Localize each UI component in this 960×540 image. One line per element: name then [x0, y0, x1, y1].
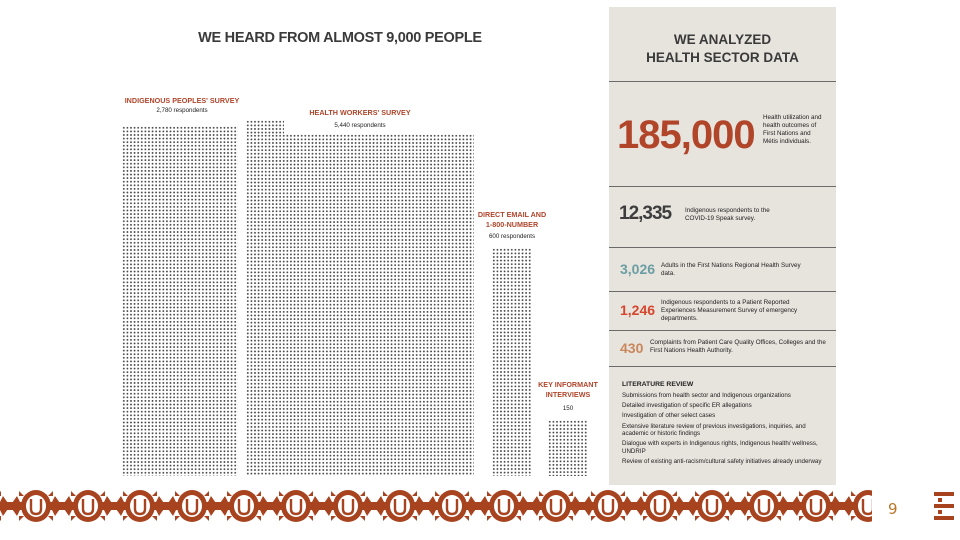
stat-desc-430: Complaints from Patient Care Quality Offices, Colleges and the First Nations Health Authority.	[650, 339, 826, 354]
literature-item: Submissions from health sector and Indigenous organizations	[622, 392, 791, 399]
ips-label	[116, 96, 248, 115]
kii-title-line2: INTERVIEWS	[545, 390, 591, 399]
divider	[609, 186, 836, 187]
divider	[609, 366, 836, 367]
hws-dot-grid-top	[246, 120, 284, 134]
email-title-line1: DIRECT EMAIL AND	[477, 210, 547, 219]
ips-title: INDIGENOUS PEOPLES' SURVEY	[124, 96, 240, 105]
health-data-panel	[609, 7, 836, 485]
ips-dot-grid	[122, 126, 238, 476]
decorative-border	[0, 488, 872, 524]
panel-title-line1: WE ANALYZED	[673, 32, 772, 47]
email-title-line2: 1-800-NUMBER	[485, 220, 539, 229]
literature-item: Dialogue with experts in Indigenous rights, Indigenous health/ wellness, UNDRIP	[622, 440, 818, 455]
stat-desc-185000: Health utilization and health outcomes of First Nations and Métis individuals.	[763, 114, 822, 145]
literature-item: Extensive literature review of previous investigations, inquiries, and academic or historic findings	[622, 422, 806, 438]
kii-label	[532, 380, 604, 413]
panel-title-line2: HEALTH SECTOR DATA	[646, 50, 799, 65]
stat-value-1246: 1,246	[620, 302, 656, 318]
hws-title: HEALTH WORKERS' SURVEY	[309, 108, 411, 117]
literature-item: Review of existing anti-racism/cultural safety initiatives already underway	[622, 458, 822, 466]
stat-desc-3026: Adults in the First Nations Regional Health Survey data.	[661, 262, 801, 277]
stat-desc-1246: Indigenous respondents to a Patient Reported Experiences Measurement Survey of emergency departments.	[661, 299, 798, 322]
email-dot-grid	[492, 248, 532, 476]
ips-count: 2,780 respondents	[156, 107, 208, 114]
border-end-ornament	[930, 488, 958, 524]
email-count: 600 respondents	[488, 233, 536, 240]
kii-dot-grid	[548, 420, 588, 476]
stat-value-185000: 185,000	[617, 113, 755, 157]
heard-title: WE HEARD FROM ALMOST 9,000 PEOPLE	[198, 30, 482, 46]
divider	[609, 247, 836, 248]
kii-title-line1: KEY INFORMANT	[538, 380, 598, 389]
literature-item: Detailed investigation of specific ER allegations	[622, 402, 752, 410]
kii-count: 150	[562, 405, 574, 412]
divider	[609, 291, 836, 292]
stat-value-3026: 3,026	[620, 261, 656, 277]
divider	[609, 330, 836, 331]
hws-label	[290, 108, 430, 130]
stat-value-12335: 12,335	[619, 203, 672, 224]
panel-title	[609, 31, 836, 67]
stat-desc-12335: Indigenous respondents to the COVID-19 Speak survey.	[685, 207, 770, 222]
literature-review-list	[622, 392, 822, 468]
email-label	[474, 210, 550, 241]
stat-value-430: 430	[620, 340, 644, 356]
divider	[609, 81, 836, 82]
literature-item: Investigation of other select cases	[622, 412, 716, 420]
page-number: 9	[888, 500, 898, 518]
literature-review-title: LITERATURE REVIEW	[622, 381, 694, 388]
hws-count: 5,440 respondents	[334, 122, 386, 129]
hws-dot-grid	[246, 134, 474, 476]
